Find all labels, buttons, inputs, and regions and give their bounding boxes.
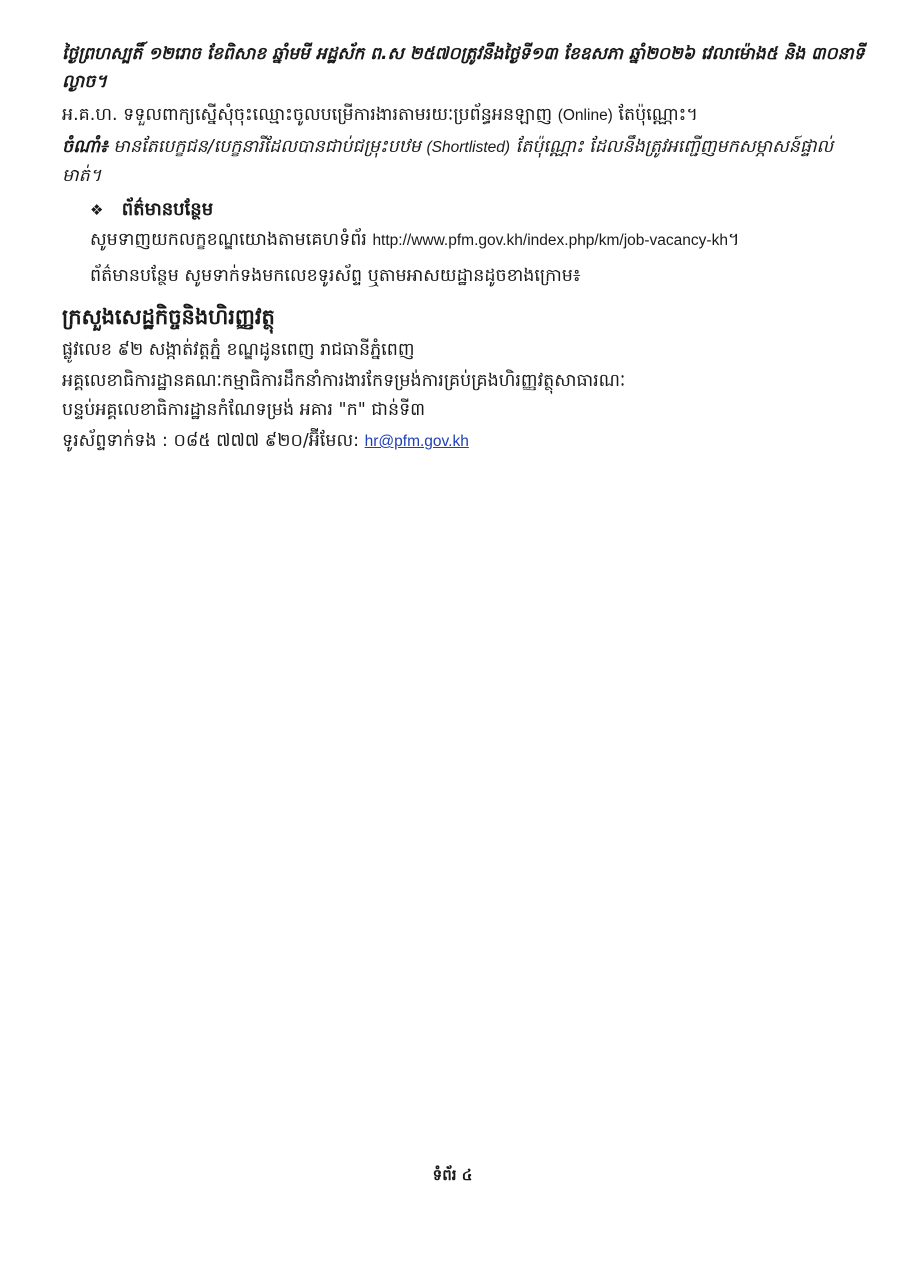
department-line: អគ្គលេខាធិការដ្ឋានគណៈកម្មាធិការដឹកនាំការងារកែទម្រង់ការគ្រប់គ្រងហិរញ្ញវត្ថុសាធារណៈ	[62, 371, 626, 391]
online-application-text: អ.គ.ហ. ទទួលពាក្យស្នើសុំចុះឈ្មោះចូលបម្រើការងារតាមរយៈប្រព័ន្ធអនឡាញ	[62, 105, 553, 125]
download-info-text: សូមទាញយកលក្ខខណ្ឌយោងតាមគេហទំព័រ	[90, 230, 367, 250]
more-info-heading: ព័ត៌មានបន្ថែម	[121, 199, 214, 220]
page-number: ទំព័រ ៤	[432, 1166, 473, 1184]
note-line1	[62, 133, 833, 162]
job-vacancy-url[interactable]: http://www.pfm.gov.kh/index.php/km/job-vacancy-kh	[372, 232, 728, 249]
download-info-end: ។	[727, 230, 740, 250]
diamond-bullet-icon: ❖	[90, 201, 104, 219]
note-text1: មានតែបេក្ខជន/បេក្ខនារីដែលបានជាប់ជម្រុះបឋម	[113, 137, 421, 157]
note-text2: តែប៉ុណ្ណោះ ដែលនឹងត្រូវអញ្ជើញមកសម្ភាសន៍ផ្ទាល់	[515, 137, 834, 157]
office-line: បន្ទប់អគ្គលេខាធិការដ្ឋានកំណែទម្រង់ អគារ "ក" ជាន់ទី៣	[62, 400, 426, 420]
more-info-heading-row	[90, 196, 213, 224]
online-application-line	[62, 101, 698, 130]
email-link[interactable]: hr@pfm.gov.kh	[364, 433, 469, 450]
paragraph1-line1: ថ្ងៃព្រហស្បតិ៍ ១២រោច ខែពិសាខ ឆ្នាំមមី អដ្ឋស័ក ព.ស ២៥៧០ត្រូវនឹងថ្ងៃទី១៣ ខែឧសភា ឆ្នាំ២០២៦ វេលាម៉ោង៥ និង ៣០នាទី	[62, 44, 865, 64]
phone-email-line	[62, 427, 469, 456]
online-label: (Online)	[557, 107, 613, 124]
ministry-name: ក្រសួងសេដ្ឋកិច្ចនិងហិរញ្ញវត្ថុ	[62, 305, 275, 329]
download-info-line	[90, 226, 740, 255]
address-line: ផ្លូវលេខ ៩២ សង្កាត់វត្តភ្នំ ខណ្ឌដូនពេញ រាជធានីភ្នំពេញ	[62, 340, 415, 360]
contact-info-line: ព័ត៌មានបន្ថែម សូមទាក់ទងមកលេខទូរស័ព្ទ ឬតាមអាសយដ្ឋានដូចខាងក្រោម៖	[90, 266, 581, 286]
phone-label: ទូរស័ព្ទទាក់ទង : ០៨៥ ៧៧៧ ៩២០/អ៊ីមែល:	[62, 431, 360, 451]
paragraph1-line2: ល្ងាច។	[62, 72, 107, 92]
shortlisted-label: (Shortlisted)	[426, 139, 511, 156]
note-label: ចំណាំ៖	[62, 137, 108, 157]
online-application-suffix: តែប៉ុណ្ណោះ។	[618, 105, 698, 125]
note-line2: មាត់។	[62, 166, 102, 186]
